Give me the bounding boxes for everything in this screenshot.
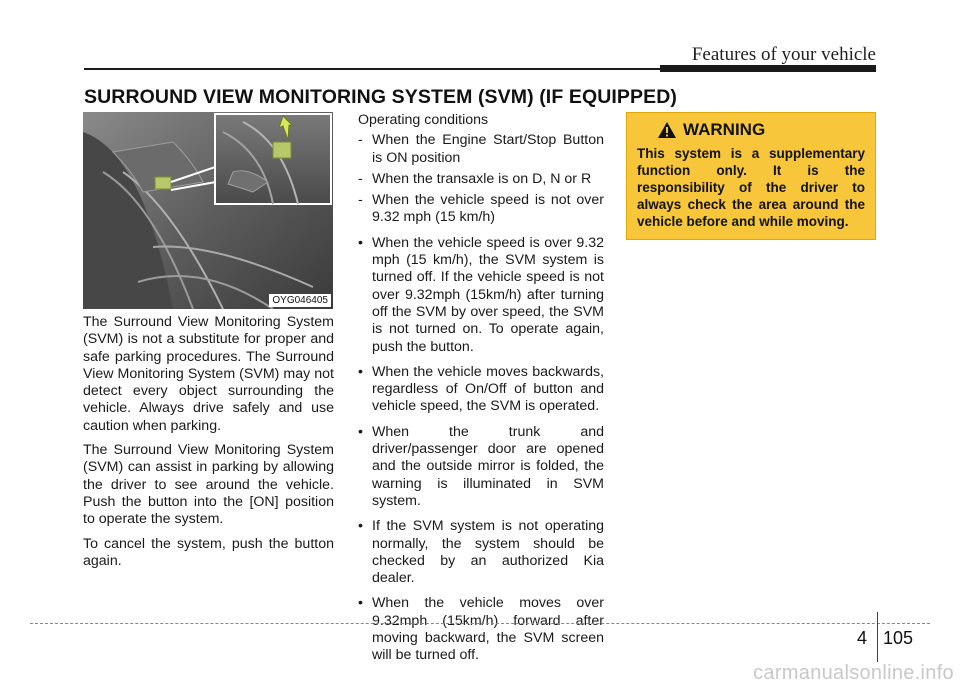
warning-title: WARNING: [683, 120, 766, 139]
condition-bullet: • When the trunk and driver/passenger door are opened and the outside mirror is folded, the warning is illuminated in SVM system.: [358, 423, 604, 509]
header-bar: [660, 65, 876, 72]
warning-text: This system is a supplementary function only. It is the responsibility of the driver to always check the area around the vehicle before and while moving.: [637, 146, 865, 229]
section-title: SURROUND VIEW MONITORING SYSTEM (SVM) (IF EQUIPPED): [84, 86, 678, 108]
console-photo: [83, 112, 333, 309]
console-illustration: [83, 112, 333, 309]
condition-bullet: • When the vehicle speed is over 9.32 mph (15 km/h), the SVM system is turned off. If the vehicle speed is not over 9.32mph (15km/h) after turning off the SVM by over speed, the SVM is not turned on. To operate again, push the button.: [358, 234, 604, 355]
footer-divider: [877, 612, 878, 662]
header-title: Features of your vehicle: [691, 44, 876, 65]
chapter-number: 4: [857, 628, 868, 648]
warning-header: [657, 120, 865, 140]
intro-paragraph-3: To cancel the system, push the button again.: [83, 535, 334, 569]
condition-bullet: • If the SVM system is not operating normally, the system should be checked by an authorized Kia dealer.: [358, 518, 604, 587]
condition-item: - When the transaxle is on D, N or R: [358, 170, 592, 187]
page-number: 105: [883, 628, 914, 648]
left-column: [83, 314, 334, 577]
intro-paragraph-1: The Surround View Monitoring System (SVM) is not a substitute for proper and safe parking procedures. The Surround View Monitoring System (SVM) may not detect every object surrounding the vehicle. Always drive safely and use caution when parking.: [83, 314, 334, 434]
figure-code: OYG046405: [269, 294, 331, 307]
watermark: carmanualsonline.info: [753, 662, 954, 684]
middle-column: [358, 112, 604, 673]
conditions-title: Operating conditions: [358, 112, 489, 128]
warning-box: [626, 112, 876, 240]
condition-item: - When the vehicle speed is not over 9.32 mph (15 km/h): [358, 192, 604, 226]
condition-bullet: • When the vehicle moves backwards, regardless of On/Off of button and vehicle speed, the SVM is operated.: [358, 363, 604, 415]
intro-paragraph-2: The Surround View Monitoring System (SVM) can assist in parking by allowing the driver to see around the vehicle. Push the button into the [ON] position to operate the system.: [83, 442, 334, 528]
condition-bullet: • When the vehicle moves over 9.32mph (15km/h) forward after moving backward, the SVM screen will be turned off.: [358, 595, 604, 664]
condition-item: - When the Engine Start/Stop Button is ON position: [358, 132, 604, 166]
warning-triangle-icon: [657, 121, 677, 139]
footer-dashed-line: [30, 623, 930, 624]
header-rule: [84, 68, 660, 70]
